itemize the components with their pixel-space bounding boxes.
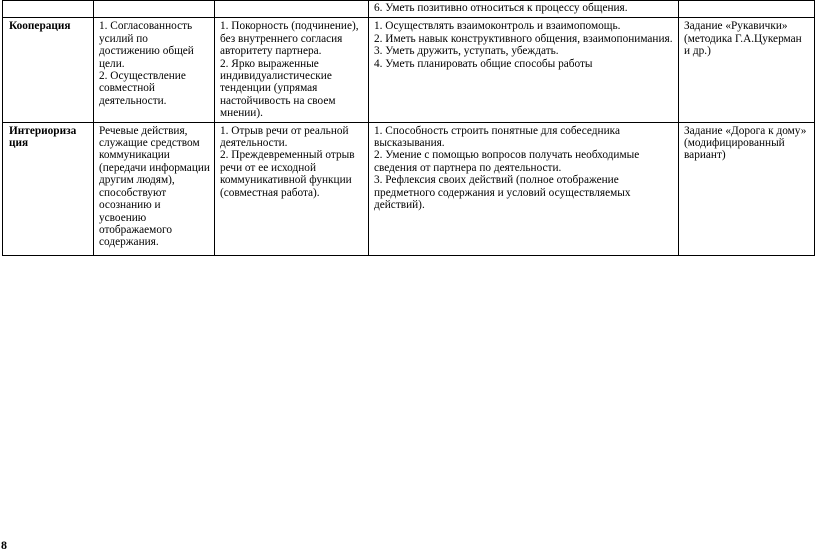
- cell-empty: [94, 1, 215, 18]
- cell-stage: Кооперация: [3, 18, 94, 122]
- skill-line: 3. Уметь дружить, уступать, убеждать.: [374, 45, 559, 58]
- skill-line: 3. Рефлексия своих действий (полное отображение предметного содержания и условий осуществляемых действий).: [374, 174, 631, 212]
- cell-tasks: Задание «Дорога к дому» (модифицированный вариант): [679, 122, 815, 255]
- problem-line: 2. Ярко выраженные индивидуалистические тенденции (упрямая настойчивость на своем мнении).: [220, 57, 336, 120]
- content-line: Речевые действия, служащие средством коммуникации (передачи информации другим людям), способствуют осознанию и усвоению отображаемого содержания.: [99, 124, 210, 249]
- cell-typical-problems: [215, 18, 369, 122]
- content-line: 2. Осуществление совместной деятельности.: [99, 70, 186, 107]
- cell-content: [94, 122, 215, 255]
- skill-line: 4. Уметь планировать общие способы работы: [374, 57, 593, 70]
- competency-table: [2, 0, 815, 256]
- table-row-interiorization: [3, 122, 815, 255]
- cell-empty: [3, 1, 94, 18]
- cell-skills: [369, 18, 679, 122]
- problem-line: 1. Отрыв речи от реальной деятельности.: [220, 124, 349, 150]
- cell-skill-continued: 6. Уметь позитивно относиться к процессу общения.: [369, 1, 679, 18]
- skill-line: 2. Умение с помощью вопросов получать необходимые сведения от партнера по деятельности.: [374, 149, 640, 174]
- table-row-cooperation: [3, 18, 815, 122]
- cell-empty: [679, 1, 815, 18]
- table-row-continued: [3, 1, 815, 18]
- problem-line: 2. Преждевременный отрыв речи от ее исходной коммуникативной функции (совместная работа).: [220, 149, 355, 199]
- problem-line: 1. Покорность (подчинение), без внутреннего согласия авторитету партнера.: [220, 20, 359, 58]
- cell-stage: Интериориза ция: [3, 122, 94, 255]
- content-line: 1. Согласованность усилий по достижению общей цели.: [99, 20, 194, 70]
- skill-line: 1. Осуществлять взаимоконтроль и взаимопомощь.: [374, 20, 621, 33]
- skill-line: 1. Способность строить понятные для собеседника высказывания.: [374, 124, 620, 150]
- cell-empty: [215, 1, 369, 18]
- cell-content: [94, 18, 215, 122]
- cell-skills: [369, 122, 679, 255]
- skill-line: 2. Иметь навык конструктивного общения, взаимопонимания.: [374, 32, 673, 45]
- page-number: 8: [1, 538, 7, 552]
- cell-typical-problems: [215, 122, 369, 255]
- cell-tasks: Задание «Рукавички» (методика Г.А.Цукерман и др.): [679, 18, 815, 122]
